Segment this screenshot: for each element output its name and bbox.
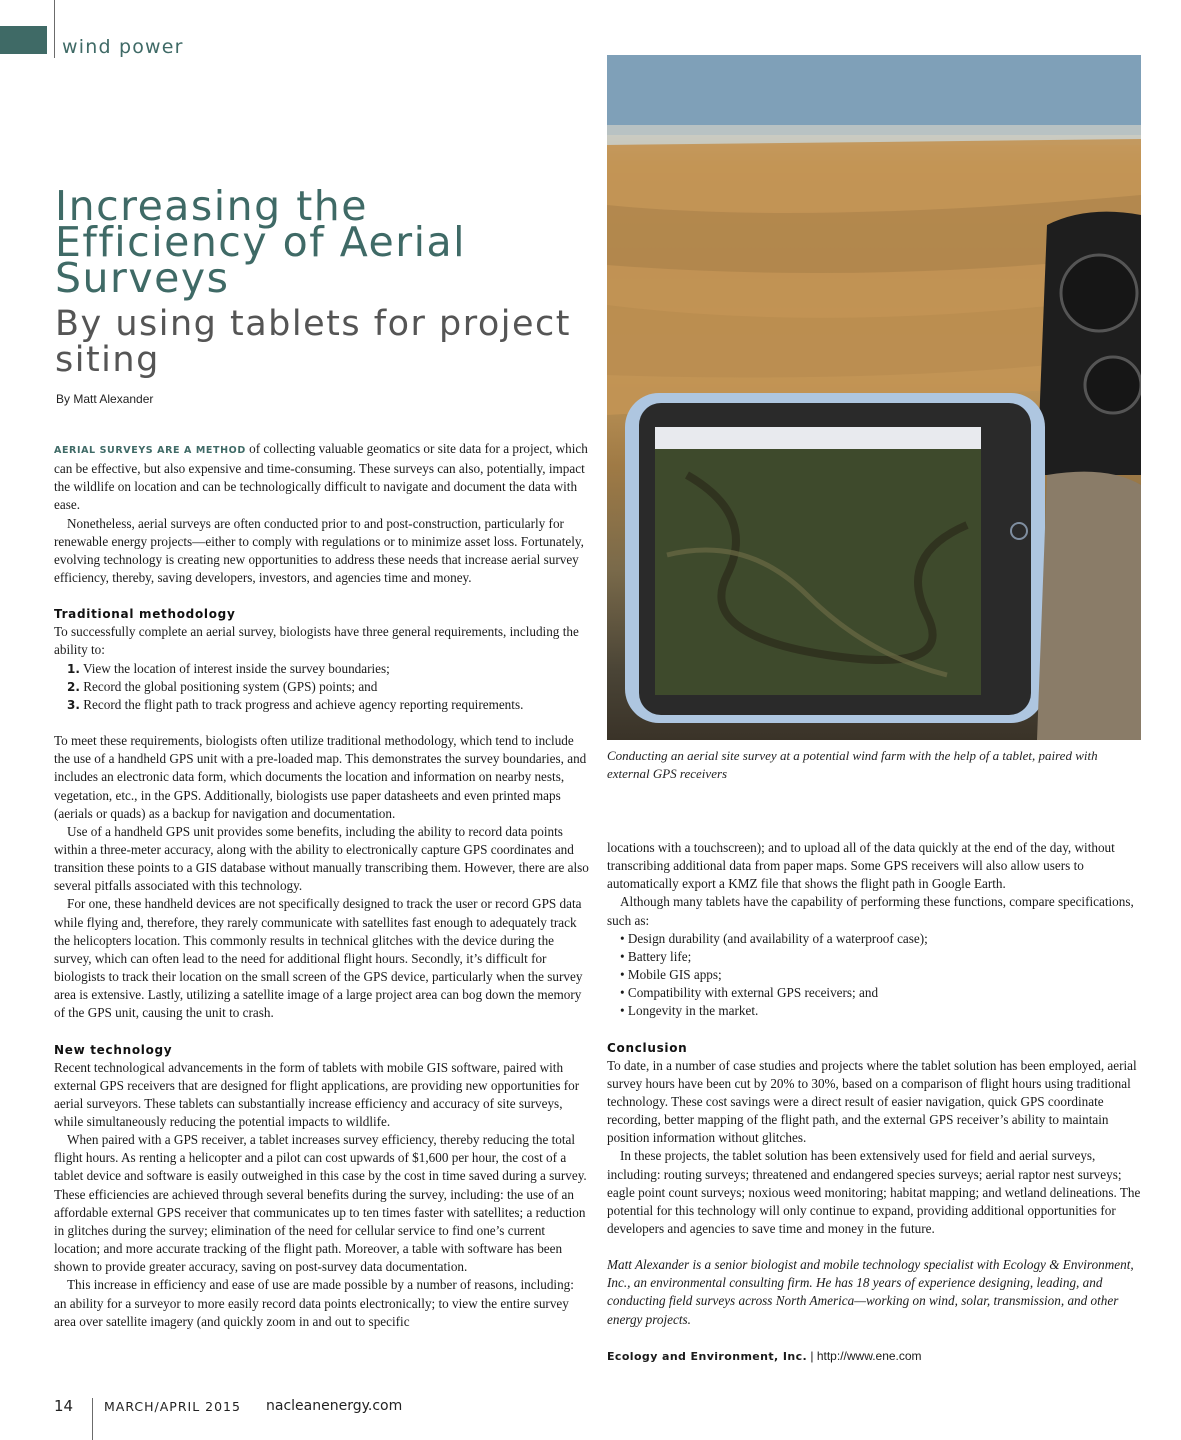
- photo-caption: Conducting an aerial site survey at a potential wind farm with the help of a tablet, paired with external GPS receivers: [607, 748, 1098, 781]
- paragraph: Recent technological advancements in the form of tablets with mobile GIS software, paired with external GPS receivers that are designed for flight applications, are providing new opportunities for aerial surveyors. These tablets can substantially increase efficiency and accuracy of site surveys, while simultaneously reducing the potential impacts to wildlife.: [54, 1059, 580, 1129]
- photo-illustration: [607, 55, 1141, 740]
- left-column: [54, 440, 589, 1331]
- heading-conclusion: Conclusion: [607, 1040, 688, 1055]
- list-item: 2. Record the global positioning system (GPS) points; and: [67, 678, 378, 694]
- bullet-item: • Compatibility with external GPS receivers; and: [620, 985, 879, 1001]
- paragraph: To meet these requirements, biologists often utilize traditional methodology, which tend to include the use of a handheld GPS unit with a pre-loaded map. This demonstrates the survey boundaries, and includes an electronic data form, which documents the location and information on nearby nests, vegetation, etc., in the GPS. Additionally, biologists use paper datasheets and even printed maps (aerials or quads) as a backup for navigation and documentation.: [54, 733, 587, 821]
- section-label: wind power: [62, 36, 184, 58]
- list-item: 3. Record the flight path to track progress and achieve agency reporting requirements.: [67, 696, 524, 712]
- list-item: 1. View the location of interest inside the survey boundaries;: [67, 660, 390, 676]
- paragraph: In these projects, the tablet solution has been extensively used for field and aerial surveys, including: routing surveys; threatened and endangered species surveys; aerial raptor nest surveys; eagle point count surveys; noxious weed monitoring; habitat mapping; and wetland delineations. The potential for this technology will only continue to expand, providing additional opportunities for developers and agencies to save time and money in the future.: [607, 1148, 1141, 1236]
- paragraph: To date, in a number of case studies and projects where the tablet solution has been employed, aerial survey hours have been cut by 20% to 30%, based on a comparison of flight hours using traditional technology. These cost savings were a direct result of easier navigation, quick GPS coordinate recording, better mapping of the flight path, and the external GPS receiver’s ability to maintain position information without glitches.: [607, 1057, 1137, 1146]
- bullet-item: • Longevity in the market.: [620, 1003, 759, 1019]
- company-name: Ecology and Environment, Inc.: [607, 1349, 808, 1363]
- paragraph: When paired with a GPS receiver, a tablet increases survey efficiency, thereby reducing the total flight hours. As renting a helicopter and a pilot can cost upwards of $1,600 per hour, the cost of a tablet device and software is easily outweighed in this case by the cost in time saved during a survey. These efficiencies are achieved through several benefits during the survey, including: the use of an affordable external GPS receiver that communicates up to ten times faster with satellites; a reduction in glitches during the survey; elimination of the need for cellular service to find one’s current location; and more accurate tracking of the flight path. Moreover, a table with software has been shown to provide greater accuracy, saving on post-survey data documentation.: [54, 1132, 587, 1275]
- footer-divider: [92, 1398, 93, 1440]
- aerial-survey-photo: [607, 55, 1141, 740]
- right-column: [607, 839, 1142, 1366]
- page-number: 14: [54, 1397, 74, 1415]
- bullet-item: • Battery life;: [620, 948, 692, 964]
- author-bio: Matt Alexander is a senior biologist and mobile technology specialist with Ecology & Environment, Inc., an environmental consulting firm. He has 18 years of experience designing, leading, and conducting field surveys across North America—working on wind, solar, transmission, and other energy projects.: [607, 1257, 1134, 1327]
- paragraph: This increase in efficiency and ease of use are made possible by a number of reasons, including: an ability for a surveyor to more easily record data points electronically; to view the entire survey area over satellite imagery (and quickly zoom in and out to specific: [54, 1277, 574, 1329]
- paragraph: Nonetheless, aerial surveys are often conducted prior to and post-construction, particularly for renewable energy projects—either to comply with regulations or to minimize asset loss. Fortunately, evolving technology is creating new opportunities to address these needs that increase aerial survey efficiency, thereby, saving developers, investors, and agencies time and money.: [54, 515, 584, 586]
- paragraph: To successfully complete an aerial survey, biologists have three general requirements, including the ability to:: [54, 624, 579, 658]
- article-title: Increasing the Efficiency of Aerial Surveys: [55, 182, 467, 302]
- header-divider: [54, 0, 55, 58]
- site-name[interactable]: nacleanenergy.com: [266, 1398, 403, 1414]
- issue-date: MARCH/APRIL 2015: [104, 1399, 241, 1414]
- paragraph: Use of a handheld GPS unit provides some benefits, including the ability to record data points within a three-meter accuracy, along with the ability to electronically capture GPS coordinates and transition these points to a GIS database without manually transcribing them. However, there are also several pitfalls associated with this technology.: [54, 823, 589, 894]
- bullet-item: • Design durability (and availability of a waterproof case);: [620, 930, 928, 946]
- paragraph: locations with a touchscreen); and to upload all of the data quickly at the end of the day, without transcribing additional data from paper maps. Some GPS receivers will also allow users to automatically export a KMZ file that shows the flight path in Google Earth.: [607, 840, 1115, 892]
- company-line: [607, 1347, 1142, 1366]
- article-subtitle: By using tablets for project siting: [55, 304, 571, 380]
- bullet-item: • Mobile GIS apps;: [620, 967, 722, 983]
- paragraph: For one, these handheld devices are not specifically designed to track the user or record GPS data while flying and, therefore, they rarely communicate with satellites fast enough to adequately track the helicopters location. This commonly results in technical glitches with the device during the survey, which can often lead to the need for additional flight hours. Secondly, it’s difficult for biologists to track their location on the small screen of the GPS device, particularly when the survey area is extensive. Lastly, utilizing a satellite image of a large project area can bog down the memory of the GPS unit, causing the unit to crash.: [54, 896, 583, 1021]
- lead-caps: AERIAL SURVEYS ARE A METHOD: [54, 445, 246, 456]
- paragraph: Although many tablets have the capability of performing these functions, compare specifications, such as:: [607, 894, 1134, 928]
- heading-traditional: Traditional methodology: [54, 607, 236, 622]
- intro-paragraph: AERIAL SURVEYS ARE A METHOD of collecting valuable geomatics or site data for a project, which can be effective, but also expensive and time-consuming. These surveys can also, potentially, impact the wildlife on location and can be technologically difficult to navigate and document the data with ease.: [54, 441, 588, 513]
- byline: By Matt Alexander: [56, 392, 154, 406]
- section-tab: [0, 26, 47, 54]
- heading-new-technology: New technology: [54, 1042, 173, 1057]
- company-url[interactable]: | http://www.ene.com: [810, 1348, 922, 1363]
